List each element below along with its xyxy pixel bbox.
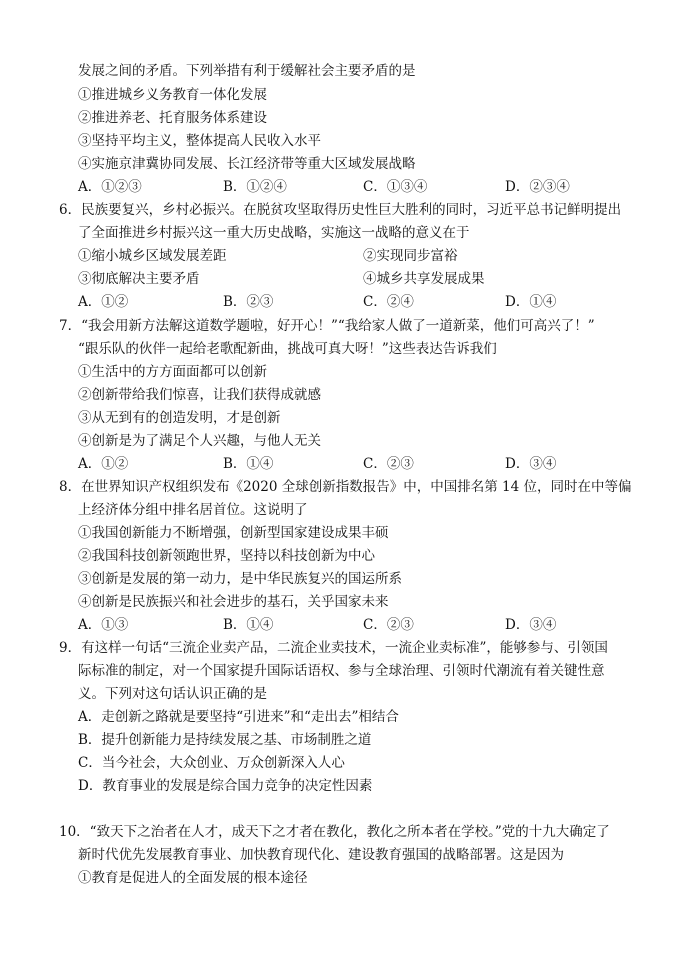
q7-item-2: ②创新带给我们惊喜，让我们获得成就感 bbox=[78, 387, 321, 403]
q9-stem-line-2: 际标准的制定，对一个国家提升国际话语权、参与全球治理、引领时代潮流有着关键性意 bbox=[78, 663, 605, 679]
q7-item-4: ④创新是为了满足个人兴趣，与他人无关 bbox=[78, 433, 321, 449]
q8-item-3: ③创新是发展的第一动力，是中华民族复兴的国运所系 bbox=[78, 571, 402, 587]
q7-item-3: ③从无到有的创造发明，才是创新 bbox=[78, 410, 281, 426]
q9-choice-c: C．当今社会，大众创业、万众创新深入人心 bbox=[78, 755, 345, 771]
q7-item-1: ①生活中的方方面面都可以创新 bbox=[78, 364, 267, 380]
q8-stem-line-1: 8．在世界知识产权组织发布《2020 全球创新指数报告》中，中国排名第 14 位，同时在中等偏 bbox=[59, 479, 632, 495]
q5-option-a: A．①②③ bbox=[78, 179, 142, 195]
q7-stem-line-1: 7．“我会用新方法解这道数学题啦，好开心！”“我给家人做了一道新菜，他们可高兴了！” bbox=[59, 318, 595, 334]
q7-option-b: B．①④ bbox=[223, 456, 274, 472]
q6-option-d: D．①④ bbox=[505, 294, 557, 310]
q9-choice-b: B．提升创新能力是持续发展之基、市场制胜之道 bbox=[78, 732, 372, 748]
q10-stem-line-1: 10．“致天下之治者在人才，成天下之才者在教化，教化之所本者在学校。”党的十九大确定了 bbox=[59, 824, 610, 840]
q5-item-4: ④实施京津冀协同发展、长江经济带等重大区域发展战略 bbox=[78, 156, 416, 172]
q7-option-a: A．①② bbox=[78, 456, 129, 472]
q7-stem-line-2: “跟乐队的伙伴一起给老歌配新曲，挑战可真大呀！”这些表达告诉我们 bbox=[78, 341, 497, 357]
q5-option-d: D．②③④ bbox=[505, 179, 570, 195]
q5-option-c: C．①③④ bbox=[363, 179, 428, 195]
q6-item-1: ①缩小城乡区域发展差距 bbox=[78, 248, 227, 264]
q8-option-d: D．③④ bbox=[505, 617, 557, 633]
q9-choice-a: A．走创新之路就是要坚持“引进来”和“走出去”相结合 bbox=[78, 709, 399, 725]
q8-stem-line-2: 上经济体分组中排名居首位。这说明了 bbox=[78, 502, 308, 518]
q5-item-1: ①推进城乡义务教育一体化发展 bbox=[78, 87, 267, 103]
q6-item-3: ③彻底解决主要矛盾 bbox=[78, 271, 200, 287]
q10-stem-line-2: 新时代优先发展教育事业、加快教育现代化、建设教育强国的战略部署。这是因为 bbox=[78, 847, 564, 863]
q5-stem: 发展之间的矛盾。下列举措有利于缓解社会主要矛盾的是 bbox=[78, 63, 416, 79]
q8-item-1: ①我国创新能力不断增强，创新型国家建设成果丰硕 bbox=[78, 525, 389, 541]
q10-item-1: ①教育是促进人的全面发展的根本途径 bbox=[78, 870, 308, 886]
q8-item-4: ④创新是民族振兴和社会进步的基石，关乎国家未来 bbox=[78, 594, 389, 610]
q9-stem-line-1: 9．有这样一句话“三流企业卖产品，二流企业卖技术，一流企业卖标准”，能够参与、引领国 bbox=[59, 640, 608, 656]
q6-option-c: C．②④ bbox=[363, 294, 414, 310]
q6-option-b: B．②③ bbox=[223, 294, 274, 310]
q6-option-a: A．①② bbox=[78, 294, 129, 310]
q8-option-a: A．①③ bbox=[78, 617, 129, 633]
q9-stem-line-3: 义。下列对这句话认识正确的是 bbox=[78, 686, 267, 702]
q5-item-2: ②推进养老、托育服务体系建设 bbox=[78, 110, 267, 126]
q7-option-c: C．②③ bbox=[363, 456, 414, 472]
q6-item-2: ②实现同步富裕 bbox=[363, 248, 458, 264]
q6-stem-line-1: 6．民族要复兴，乡村必振兴。在脱贫攻坚取得历史性巨大胜利的同时，习近平总书记鲜明提出 bbox=[59, 202, 622, 218]
q9-choice-d: D．教育事业的发展是综合国力竞争的决定性因素 bbox=[78, 778, 373, 794]
q6-item-4: ④城乡共享发展成果 bbox=[363, 271, 485, 287]
q6-stem-line-2: 了全面推进乡村振兴这一重大历史战略，实施这一战略的意义在于 bbox=[78, 225, 470, 241]
q8-option-b: B．①④ bbox=[223, 617, 274, 633]
q7-option-d: D．③④ bbox=[505, 456, 557, 472]
q5-option-b: B．①②④ bbox=[223, 179, 287, 195]
q8-option-c: C．②③ bbox=[363, 617, 414, 633]
q5-item-3: ③坚持平均主义，整体提高人民收入水平 bbox=[78, 133, 321, 149]
q8-item-2: ②我国科技创新领跑世界，坚持以科技创新为中心 bbox=[78, 548, 375, 564]
